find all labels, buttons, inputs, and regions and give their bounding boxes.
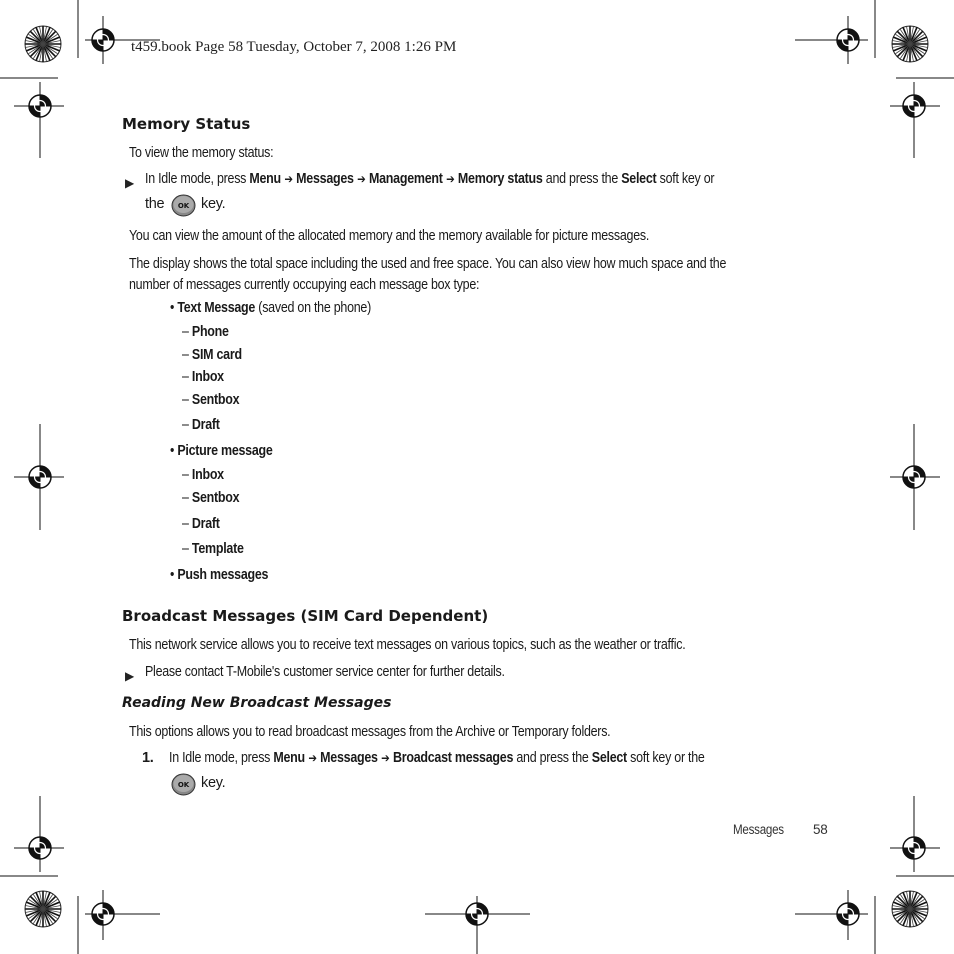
reg-mark-right-2	[903, 466, 925, 488]
footer-page-number: 58	[813, 822, 828, 837]
subsection-title-reading-broadcast: Reading New Broadcast Messages	[122, 695, 392, 711]
memory-step-line-2	[145, 196, 164, 212]
memory-status-label: Memory status	[457, 171, 543, 187]
sub-item-inbox: – Inbox	[182, 369, 224, 385]
memory-para-1: You can view the amount of the allocated memory and the memory available for picture messages.	[129, 228, 650, 244]
reg-mark-bottom-3	[837, 903, 859, 925]
reg-mark-left-1	[29, 95, 51, 117]
bullet-label: Text Message	[177, 300, 256, 316]
reg-mark-left-3	[29, 837, 51, 859]
memory-step-key-text: key.	[201, 196, 226, 212]
sub-item-phone: – Phone	[182, 324, 229, 340]
bullet-icon: •	[170, 300, 175, 316]
step-text: In Idle mode, press	[145, 171, 250, 187]
corner-star-bottom-right	[892, 891, 928, 927]
arrow-icon: ➔	[357, 172, 366, 186]
note-triangle-icon: ▶	[125, 669, 135, 683]
broadcast-step-number: 1.	[142, 750, 154, 766]
reg-mark-left-2	[29, 466, 51, 488]
bullet-picture-message: • Picture message	[170, 443, 273, 459]
reg-mark-right-1	[903, 95, 925, 117]
sub-item-picture-draft: – Draft	[182, 516, 220, 532]
corner-star-bottom-left	[25, 891, 61, 927]
broadcast-step-key-text: key.	[201, 775, 226, 791]
sub-item-picture-template: – Template	[182, 541, 244, 557]
sub-item-picture-inbox: – Inbox	[182, 467, 224, 483]
svg-text:OK: OK	[177, 202, 190, 210]
memory-para-2-line-2: number of messages currently occupying each message box type:	[129, 277, 480, 293]
memory-para-2-line-1: The display shows the total space including the used and free space. You can also view how much space and the	[129, 256, 727, 272]
management-label: Management	[369, 171, 443, 187]
broadcast-para-1: This network service allows you to receive text messages on various topics, such as the weather or traffic.	[129, 637, 686, 653]
menu-label: Menu	[249, 171, 281, 187]
footer-section-name: Messages	[733, 822, 784, 837]
bullet-note: (saved on the phone)	[255, 300, 372, 316]
arrow-icon: ➔	[284, 172, 293, 186]
section-title-memory-status: Memory Status	[122, 115, 251, 133]
step-triangle-icon: ▶	[125, 176, 135, 190]
reg-mark-bottom-2	[466, 903, 488, 925]
reg-mark-top-2	[837, 29, 859, 51]
section-title-broadcast-messages: Broadcast Messages (SIM Card Dependent)	[122, 607, 489, 625]
arrow-icon: ➔	[446, 172, 455, 186]
reg-mark-top-1	[92, 29, 114, 51]
memory-step-line-1	[145, 171, 807, 187]
ok-key-icon-2	[171, 773, 196, 801]
sub-item-picture-sentbox: – Sentbox	[182, 490, 240, 506]
messages-label: Messages	[296, 171, 354, 187]
sub-item-sim-card: – SIM card	[182, 347, 242, 363]
broadcast-step-line-1: In Idle mode, press Menu ➔ Messages ➔ Broadcast messages and press the Select soft key or the	[169, 750, 705, 766]
step-text: the	[145, 196, 165, 212]
step-text: and press the	[542, 171, 622, 187]
memory-intro-text: To view the memory status:	[129, 145, 274, 161]
sub-item-sentbox: – Sentbox	[182, 392, 240, 408]
svg-text:OK: OK	[177, 781, 190, 789]
ok-key-icon	[171, 194, 196, 222]
select-label: Select	[621, 171, 657, 187]
step-text: soft key or	[656, 171, 715, 187]
broadcast-para-2: This options allows you to read broadcast messages from the Archive or Temporary folders.	[129, 724, 611, 740]
book-header-line: t459.book Page 58 Tuesday, October 7, 2008 1:26 PM	[131, 39, 457, 55]
reg-mark-bottom-1	[92, 903, 114, 925]
bullet-text-message	[170, 300, 404, 316]
sub-item-draft: – Draft	[182, 417, 220, 433]
corner-star-top-left	[25, 26, 61, 62]
corner-star-top-right	[892, 26, 928, 62]
bullet-push-messages: • Push messages	[170, 567, 269, 583]
reg-mark-right-3	[903, 837, 925, 859]
broadcast-note: Please contact T-Mobile's customer service center for further details.	[145, 664, 505, 680]
